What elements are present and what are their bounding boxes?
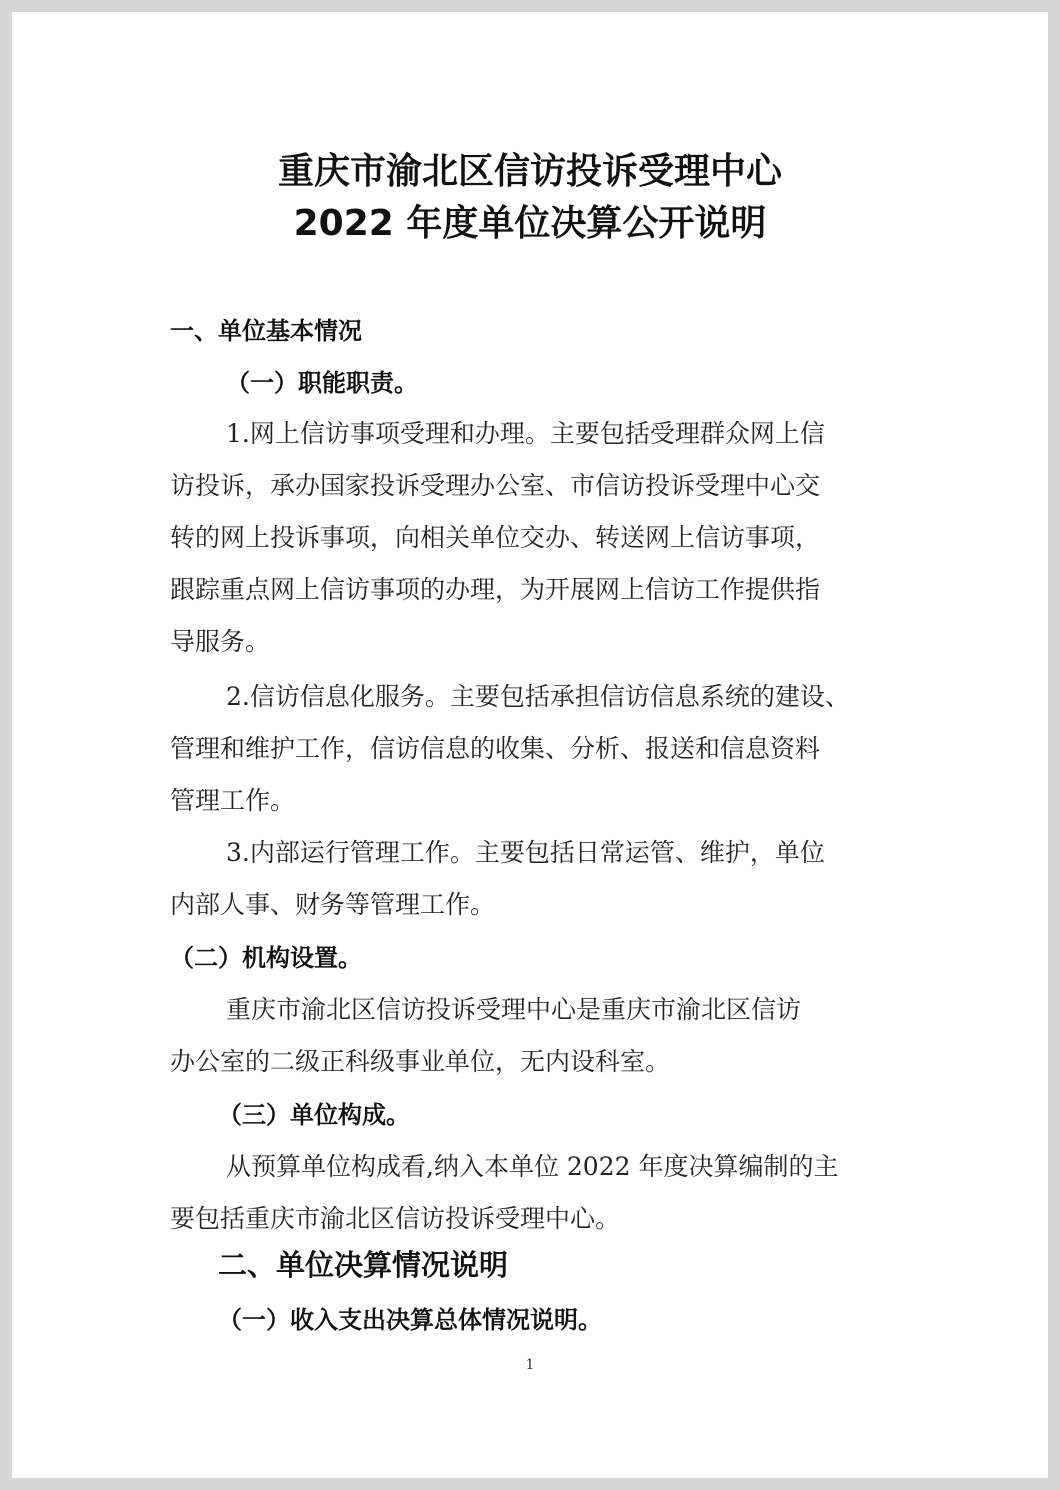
subsection-1-1-heading: （一）职能职责。	[226, 369, 418, 397]
paragraph-line: 导服务。	[170, 627, 271, 656]
page-number: 1	[525, 1357, 535, 1373]
paragraph-line: 跟踪重点网上信访事项的办理，为开展网上信访工作提供指	[170, 575, 821, 604]
paragraph-line: 管理工作。	[170, 786, 296, 815]
paragraph-line: 要包括重庆市渝北区信访投诉受理中心。	[170, 1204, 621, 1233]
subsection-1-3-heading: （三）单位构成。	[218, 1101, 410, 1129]
paragraph-line: 重庆市渝北区信访投诉受理中心是重庆市渝北区信访	[226, 995, 802, 1024]
paragraph-line: 管理和维护工作，信访信息的收集、分析、报送和信息资料	[170, 734, 821, 763]
section-1-heading: 一、单位基本情况	[170, 317, 362, 345]
paragraph-line: 转的网上投诉事项，向相关单位交办、转送网上信访事项，	[170, 523, 821, 552]
paragraph-line: 从预算单位构成看,纳入本单位 2022 年度决算编制的主	[226, 1152, 839, 1181]
subsection-1-2-heading: （二）机构设置。	[170, 944, 362, 972]
paragraph-line: 3.内部运行管理工作。主要包括日常运管、维护，单位	[226, 838, 825, 867]
paragraph-line: 内部人事、财务等管理工作。	[170, 890, 496, 919]
subsection-2-1-heading: （一）收入支出决算总体情况说明。	[218, 1306, 602, 1334]
paragraph-line: 1.网上信访事项受理和办理。主要包括受理群众网上信	[226, 419, 825, 448]
document-title-line-1: 重庆市渝北区信访投诉受理中心	[277, 151, 782, 192]
paragraph-line: 访投诉，承办国家投诉受理办公室、市信访投诉受理中心交	[170, 471, 821, 500]
paragraph-line: 办公室的二级正科级事业单位，无内设科室。	[170, 1047, 671, 1076]
document-title-line-2: 2022 年度单位决算公开说明	[293, 203, 767, 244]
section-2-heading: 二、单位决算情况说明	[218, 1248, 509, 1282]
paragraph-line: 2.信访信息化服务。主要包括承担信访信息系统的建设、	[226, 682, 850, 711]
